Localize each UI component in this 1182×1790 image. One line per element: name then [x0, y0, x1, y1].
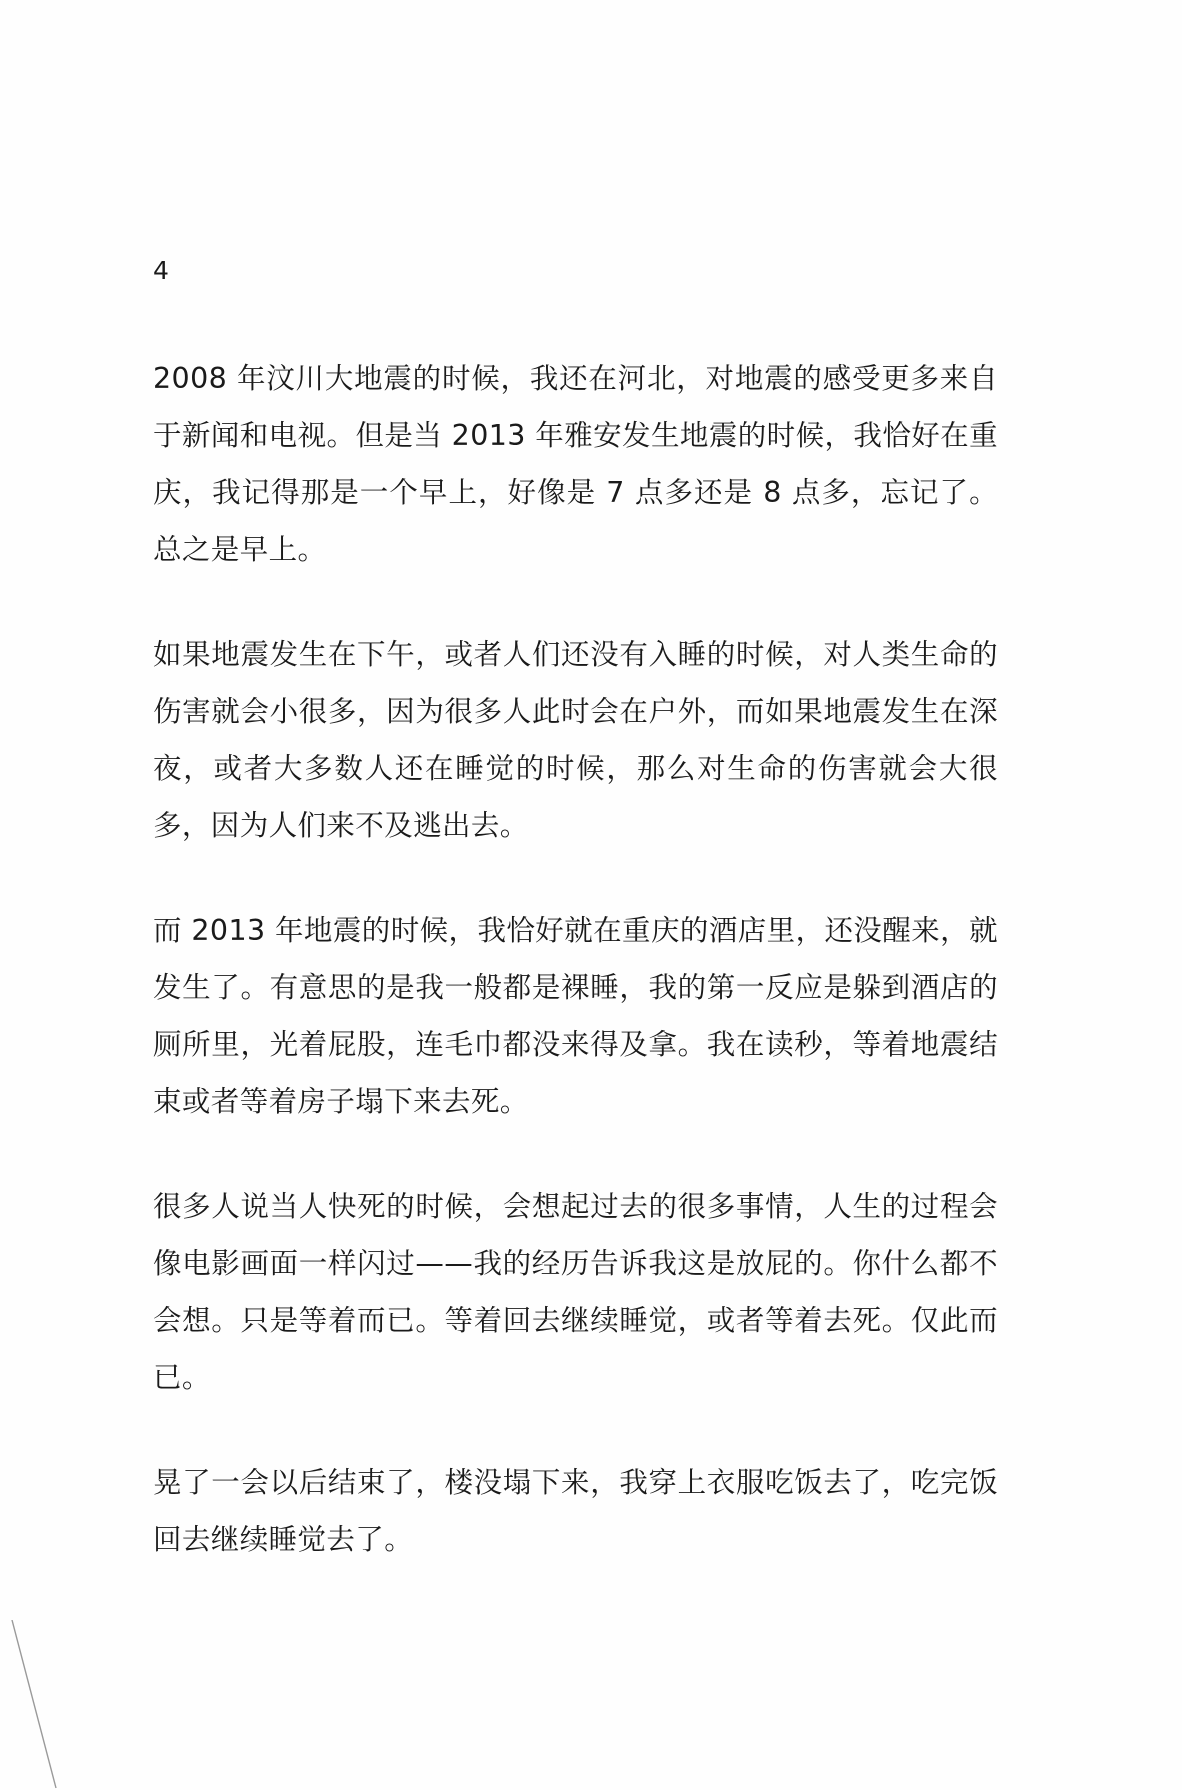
paragraph-5: 晃了一会以后结束了，楼没塌下来，我穿上衣服吃饭去了，吃完饭回去继续睡觉去了。 [153, 1466, 998, 1556]
paragraph-1: 2008 年汶川大地震的时候，我还在河北，对地震的感受更多来自于新闻和电视。但是当 2013 年雅安发生地震的时候，我恰好在重庆，我记得那是一个早上，好像是 7 点多还是 8 点多，忘记了。总之是早上。 [153, 362, 998, 566]
paragraph-2: 如果地震发生在下午，或者人们还没有入睡的时候，对人类生命的伤害就会小很多，因为很多人此时会在户外，而如果地震发生在深夜，或者大多数人还在睡觉的时候，那么对生命的伤害就会大很多，因为人们来不及逃出去。 [153, 638, 998, 842]
paragraph-4: 很多人说当人快死的时候，会想起过去的很多事情，人生的过程会像电影画面一样闪过——我的经历告诉我这是放屁的。你什么都不会想。只是等着而已。等着回去继续睡觉，或者等着去死。仅此而已。 [153, 1190, 998, 1394]
document-body [153, 350, 998, 1616]
paragraph-3: 而 2013 年地震的时候，我恰好就在重庆的酒店里，还没醒来，就发生了。有意思的是我一般都是裸睡，我的第一反应是躲到酒店的厕所里，光着屁股，连毛巾都没来得及拿。我在读秒，等着地震结束或者等着房子塌下来去死。 [153, 914, 998, 1118]
scan-edge-line [8, 1620, 68, 1790]
page-number: 4 [153, 256, 169, 285]
